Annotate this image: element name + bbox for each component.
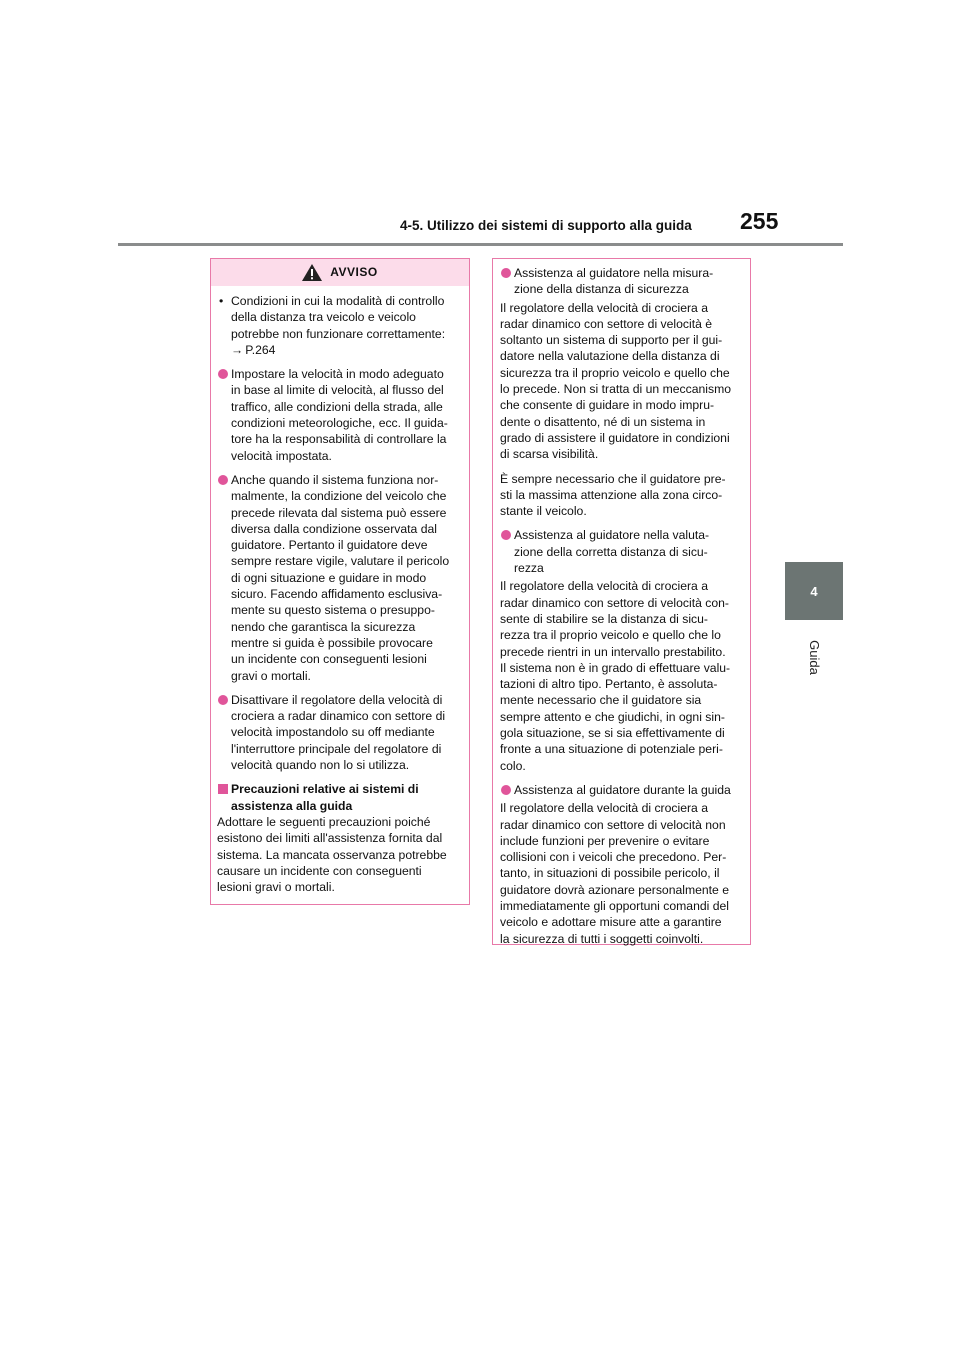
page-reference[interactable]: P.264 [245, 342, 276, 357]
text-line: Impostare la velocità in modo adeguato [231, 367, 444, 382]
text-line: stante il veicolo. [500, 504, 587, 519]
warning-heading: AVVISO [330, 265, 378, 280]
warning-paragraph [217, 814, 463, 895]
info-section-heading [500, 527, 744, 576]
text-line: velocità impostata. [231, 448, 332, 463]
text-line: lesioni gravi o mortali. [217, 880, 335, 895]
text-line: sempre attento e che giudichi, in ogni sin- [500, 709, 725, 724]
text-line: nendo che garantisca la sicurezza [231, 619, 416, 634]
text-line: condizioni meteorologiche, ecc. Il guida- [231, 416, 448, 431]
text-line: causare un incidente con conseguenti [217, 863, 422, 878]
text-line: rezza [514, 561, 544, 576]
arrow-right-icon: → [231, 342, 244, 357]
text-line: sente di stabilire se la distanza di sicu- [500, 611, 708, 626]
text-line: Il regolatore della velocità di crociera a [500, 300, 708, 315]
text-line: immediatamente gli opportuni comandi del [500, 898, 729, 913]
info-paragraph [500, 471, 744, 520]
text-line: mente su questo sistema o presuppo- [231, 603, 435, 618]
text-line: Il sistema non è in grado di effettuare valu- [500, 660, 731, 675]
text-line: lo precede. Non si tratta di un meccanismo [500, 382, 731, 397]
text-line: fronte a una situazione di potenziale peri- [500, 742, 723, 757]
text-line: include funzioni per prevenire o evitare [500, 833, 710, 848]
text-line: mente necessario che il guidatore sia [500, 693, 702, 708]
warning-dash-item [217, 293, 463, 358]
text-line: crociera a radar dinamico con settore di [231, 709, 446, 724]
text-line: diversa dalla condizione osservata dal [231, 521, 437, 536]
text-line: sempre restare vigile, valutare il pericolo [231, 554, 450, 569]
text-line: precede rilevata dal sistema può essere [231, 505, 447, 520]
text-line: colo. [500, 758, 526, 773]
text-line: Il regolatore della velocità di crociera a [500, 801, 708, 816]
bullet-circle-icon [501, 268, 511, 278]
text-line: velocità impostandolo su off mediante [231, 725, 435, 740]
text-line: potrebbe non funzionare correttamente: [231, 326, 446, 341]
text-line: che consente di guidare in modo impru- [500, 398, 715, 413]
text-line: tore ha la responsabilità di controllare la [231, 432, 447, 447]
text-line: assistenza alla guida [231, 798, 353, 813]
text-line: tanto, in situazioni di possibile pericolo, il [500, 866, 720, 881]
warning-header [211, 259, 469, 286]
text-line: zione della distanza di sicurezza [514, 282, 689, 297]
warning-subheading [217, 781, 463, 814]
text-line: velocità quando non lo si utilizza. [231, 758, 410, 773]
text-line: di scarsa visibilità. [500, 447, 599, 462]
text-line: Anche quando il sistema funziona nor- [231, 472, 439, 487]
text-line: sti la massima attenzione alla zona circo- [500, 487, 723, 502]
text-line: tazioni di altro tipo. Pertanto, è assoluta- [500, 677, 718, 692]
text-line: sicuro. Facendo affidamento esclusiva- [231, 587, 443, 602]
info-paragraph [500, 300, 744, 463]
text-line: dente o disattento, né di un sistema in [500, 414, 706, 429]
info-section-heading [500, 265, 744, 298]
section-title: 4-5. Utilizzo dei sistemi di supporto alla guida [400, 218, 692, 233]
header-rule [118, 243, 843, 246]
text-line: mentre si guida è possibile provocare [231, 635, 433, 650]
text-line: radar dinamico con settore di velocità è [500, 316, 713, 331]
text-line: rezza tra il proprio veicolo e quello che lo [500, 628, 721, 643]
text-line: sicurezza tra il proprio veicolo e quello che [500, 365, 730, 380]
text-line: radar dinamico con settore di velocità non [500, 817, 726, 832]
page-reference-line[interactable] [231, 342, 463, 358]
chapter-tab[interactable] [785, 562, 843, 620]
text-line: Assistenza al guidatore durante la guida [514, 782, 731, 797]
bullet-dot: • [219, 294, 224, 308]
text-line: la sicurezza di tutti i soggetti coinvolti. [500, 931, 704, 946]
bullet-circle-icon [218, 475, 228, 485]
warning-item [217, 472, 463, 684]
warning-item [217, 692, 463, 773]
text-line: Disattivare il regolatore della velocità di [231, 692, 443, 707]
text-line: di ogni situazione e guidare in modo [231, 570, 427, 585]
text-line: precede rientri in un intervallo prestabilito. [500, 644, 726, 659]
text-line: datore nella valutazione della distanza di [500, 349, 720, 364]
bullet-circle-icon [501, 530, 511, 540]
text-line: Condizioni in cui la modalità di controllo [231, 294, 445, 308]
text-line: zione della corretta distanza di sicu- [514, 544, 708, 559]
text-line: soltanto un sistema di supporto per il gui- [500, 333, 723, 348]
warning-item [217, 366, 463, 464]
text-line: gravi o mortali. [231, 668, 311, 683]
text-line: un incidente con conseguenti lesioni [231, 652, 427, 667]
text-line: È sempre necessario che il guidatore pre- [500, 471, 726, 486]
warning-box [210, 258, 470, 905]
chapter-label [778, 632, 850, 682]
text-line: Il regolatore della velocità di crociera a [500, 579, 708, 594]
bullet-circle-icon [218, 695, 228, 705]
warning-triangle-icon [302, 264, 322, 281]
info-paragraph [500, 800, 744, 947]
text-line: Precauzioni relative ai sistemi di [231, 782, 419, 797]
text-line: traffico, alle condizioni della strada, alle [231, 399, 443, 414]
info-box [492, 258, 751, 945]
warning-body [211, 286, 469, 895]
text-line: in base al limite di velocità, al flusso del [231, 383, 444, 398]
bullet-circle-icon [501, 785, 511, 795]
page-number: 255 [740, 208, 779, 234]
text-line: gola situazione, se si sia effettivamente di [500, 726, 725, 741]
chapter-name: Guida [806, 639, 822, 675]
square-bullet-icon [218, 784, 228, 794]
text-line: esistono dei limiti all'assistenza fornita dal [217, 831, 443, 846]
text-line: Assistenza al guidatore nella misura- [514, 266, 714, 280]
text-line: guidatore dovrà azionare personalmente e [500, 882, 730, 897]
info-section-heading [500, 782, 744, 798]
text-line: Assistenza al guidatore nella valuta- [514, 528, 710, 543]
text-line: guidatore. Pertanto il guidatore deve [231, 538, 428, 553]
text-line: della distanza tra veicolo e veicolo [231, 310, 416, 325]
text-line: grado di assistere il guidatore in condizioni [500, 430, 730, 445]
text-line: sistema. La mancata osservanza potrebbe [217, 847, 447, 862]
chapter-number: 4 [810, 583, 818, 599]
text-line: radar dinamico con settore di velocità con- [500, 595, 729, 610]
text-line: veicolo e adottare misure atte a garantire [500, 915, 722, 930]
bullet-circle-icon [218, 369, 228, 379]
info-paragraph [500, 578, 744, 774]
text-line: malmente, la condizione del veicolo che [231, 489, 447, 504]
text-line: collisioni con i veicoli che precedono. Per- [500, 850, 727, 865]
text-line: l'interruttore principale del regolatore di [231, 741, 442, 756]
text-line: Adottare le seguenti precauzioni poiché [217, 814, 431, 829]
